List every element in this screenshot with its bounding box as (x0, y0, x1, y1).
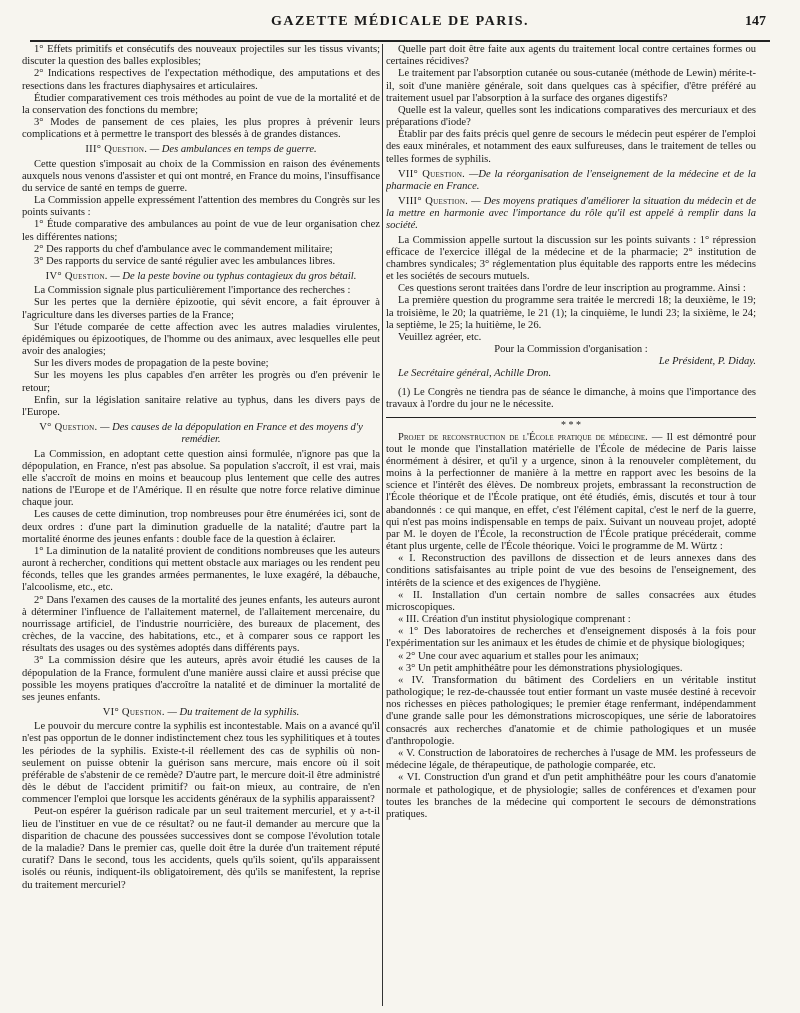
footnote: (1) Le Congrès ne tiendra pas de séance le dimanche, à moins que l'importance des travaux à l'ordre du jour ne le nécessite. (386, 386, 756, 410)
right-column (386, 44, 756, 1006)
signature-secretary: Le Secrétaire général, Achille Dron. (398, 368, 552, 380)
column-rule (382, 44, 383, 1006)
paragraph (386, 432, 756, 554)
paragraph: Quelle est la valeur, quelles sont les indications comparatives des mercuriaux et des préparations d'iode? (386, 104, 756, 129)
question-heading-8 (386, 196, 756, 233)
paragraph: Cette question s'imposait au choix de la Commission en raison des événements auxquels nous venons d'assister et qui ont montré, en France du moins, l'insuffisance du service de santé en temps de guerre. (22, 158, 380, 194)
paragraph: Les causes de cette diminution, trop nombreuses pour être énumérées ici, sont de deux ordres : d'une part la diminution graduelle de la natalité; d'autre part la mortalité énorme des jeunes enfants : double face de la question à éclairer. (22, 509, 380, 545)
question-title: — De la peste bovine ou typhus contagieux du gros bétail. (110, 271, 357, 283)
journal-title: GAZETTE MÉDICALE DE PARIS. (270, 14, 530, 29)
paragraph: Sur l'étude comparée de cette affection avec les autres maladies virulentes, épidémiques ou épizootiques, de l'homme ou des animaux, avec lesquelles elle peut avoir des analogies; (22, 321, 380, 358)
paragraph: La Commission signale plus particulièrement l'importance des recherches : (34, 285, 351, 297)
page-number: 147 (745, 14, 766, 29)
paragraph: Établir par des faits précis quel genre de secours le médecin peut espérer de l'emploi des eaux minérales, et notamment des eaux sulfureuses, dans le traitement de telles ou telles formes de syphilis. (386, 129, 756, 165)
quote-paragraph: « 1° Des laboratoires de recherches et d'enseignement disposés à la fois pour l'expérimentation sur les animaux et les études de chimie et de physique biologiques; (386, 626, 756, 650)
paragraph: 3° La commission désire que les auteurs, après avoir étudié les causes de la dépopulation de la France, formulent d'une manière aussi claire et aussi précise que possible les moyens pratiques d'accroître la natalité et de diminuer la mortalité de ses jeunes enfants. (22, 655, 380, 703)
paragraph: Enfin, sur la législation sanitaire relative au typhus, dans les divers pays de l'Europe. (22, 394, 380, 418)
paragraph: Sur les divers modes de propagation de la peste bovine; (34, 358, 269, 370)
quote-paragraph: « III. Création d'un institut physiologique comprenant : (398, 614, 631, 626)
left-column (22, 44, 380, 1006)
paragraph: Étudier comparativement ces trois méthodes au point de vue de la mortalité et de la conservation des fonctions du membre; (22, 92, 380, 116)
article-body: — Il est démontré pour tout le monde que l'installation matérielle de l'École de médecine de Paris laisse énormément à désirer, et qu'il y a urgence, sinon à la renouveler complètement, du moins à la perfectionner de manière à la mettre en rapport avec les besoins de la science et l'intérêt des élèves. De nombreux projets, embrassant la reconstruction de l'École théorique et de l'École pratique, ont été étudiés, émis, discutés et tour à tour abandonnés : ce qui manque, en effet, c'est l'élément capital, c'est le nerf de la guerre, qui n'est pas moins indispensable en temps de paix. Suivant un nouveau projet, adopté par M. le doyen de l'École, la reconstruction de l'École pratique précéderait, comme étant plus urgente, celle de l'École théorique. Voici le programme de M. Würtz : (386, 431, 756, 553)
paragraph: 1° Étude comparative des ambulances au point de vue de leur organisation chez les différentes nations; (22, 219, 380, 243)
quote-paragraph: « VI. Construction d'un grand et d'un petit amphithéâtre pour les cours d'anatomie normale et pathologique, et de physiologie; salles de conférences et d'examen pour toutes les branches de la médecine qui comportent le secours de démonstrations pratiques. (386, 772, 756, 820)
question-title: — Des moyens pratiques d'améliorer la situation du médecin et de la mettre en harmonie avec l'importance du rôle qu'il est appelé à remplir dans la société. (386, 196, 756, 232)
paragraph: La Commission, en adoptant cette question ainsi formulée, n'ignore pas que la dépopulation, en France, n'est pas absolue. Sa population s'accroît, il est vrai, mais elle s'accroît de moins en moins et beaucoup plus lentement que celle des autres nations de l'Europe et de l'Amérique. Il en résulte que notre force relative diminue chaque jour. (22, 448, 380, 509)
paragraph: Veuillez agréer, etc. (398, 331, 482, 343)
paragraph: 1° La diminution de la natalité provient de conditions nombreuses que les auteurs auront à rechercher, conditions qui mettent obstacle aux mariages ou les rendent peu féconds, telles que les grandes armées permanentes, le luxe exagéré, la débauche, l'alcoolisme, etc., etc. (22, 545, 380, 594)
question-label: VII° Question. (398, 168, 466, 180)
question-title: —De la réorganisation de l'enseignement de la médecine et de la pharmacie en France. (386, 168, 756, 192)
asterism: * * * (561, 419, 581, 431)
paragraph: 2° Indications respectives de l'expectation méthodique, des amputations et des resections dans les fractures diaphysaires et articulaires. (22, 68, 380, 92)
question-heading-4 (22, 271, 380, 283)
quote-paragraph: « I. Reconstruction des pavillons de dissection et de leurs annexes dans des conditions satisfaisantes au triple point de vue des besoins de l'enseignement, des intérêts de la science et des exigences de l'hygiène. (386, 553, 756, 589)
question-label: VI° Question. (102, 707, 165, 719)
paragraph: Sur les pertes que la dernière épizootie, qui sévit encore, a fait éprouver à l'agriculture dans les diverses parties de la France; (22, 297, 380, 321)
paragraph: 1° Effets primitifs et consécutifs des nouveaux projectiles sur les tissus vivants; discuter la question des balles explosibles; (22, 44, 380, 68)
quote-paragraph: « 3° Un petit amphithéâtre pour les démonstrations physiologiques. (398, 662, 683, 674)
paragraph: Sur les moyens les plus capables d'en arrêter les progrès ou d'en prévenir le retour; (22, 370, 380, 394)
question-heading-7 (386, 169, 756, 193)
paragraph: Le traitement par l'absorption cutanée ou sous-cutanée (méthode de Lewin) mérite-t-il, soit d'une manière générale, soit dans quelques cas à spécifier, d'être préféré au traitement usuel par l'absorption à la surface des organes digestifs? (386, 68, 756, 104)
question-heading-5 (22, 422, 380, 446)
paragraph: 3° Des rapports du service de santé régulier avec les ambulances libres. (34, 255, 336, 267)
signature-intro: Pour la Commission d'organisation : (494, 344, 648, 356)
signature-president: Le Président, P. Diday. (658, 356, 756, 368)
paragraph: La Commission appelle expressément l'attention des membres du Congrès sur les points suivants : (22, 195, 380, 219)
paragraph: Quelle part doit être faite aux agents du traitement local contre certaines formes ou certaines récidives? (386, 44, 756, 68)
question-title: — Des causes de la dépopulation en France et des moyens d'y remédier. (100, 422, 363, 446)
question-title: — Du traitement de la syphilis. (167, 707, 300, 719)
question-title: — Des ambulances en temps de guerre. (149, 144, 317, 156)
question-label: IV° Question. (45, 271, 108, 283)
section-divider (386, 417, 756, 418)
quote-paragraph: « IV. Transformation du bâtiment des Cordeliers en un véritable institut pathologique; le rez-de-chaussée tout entier formant un vaste musée destiné à recevoir nos richesses en pièces pathologiques; le premier étage renfermant, indépendamment d'une grande salle pour les démonstrations microscopiques, une série de laboratoires consacrés aux recherches d'anatomie et de chimie pathologiques et un musée d'anthropologie. (386, 674, 756, 747)
question-heading-3 (22, 144, 380, 156)
quote-paragraph: « 2° Une cour avec aquarium et stalles pour les animaux; (398, 650, 639, 662)
paragraph: La première question du programme sera traitée le mercredi 18; la deuxième, le 19; la troisième, le 20; la quatrième, le 21 (1); la cinquième, le lundi 23; la sixième, le 24; la septième, le 25; la huitième, le 26. (386, 295, 756, 331)
paragraph: Ces questions seront traitées dans l'ordre de leur inscription au programme. Ainsi : (398, 283, 746, 295)
paragraph: Le pouvoir du mercure contre la syphilis est incontestable. Mais on a avancé qu'il n'est pas opportun de le donner indistinctement chez tous les syphilitiques et à toutes les périodes de la syphilis. Existe-t-il réellement des cas de syphilis où non-seulement on puisse obtenir la guérison sans mercure, mais encore où il soit préférable de s'abstenir de ce remède? D'autre part, le mercure doit-il être administré dès le début de l'accident primitif? ou fait-on mieux, au contraire, de n'en commencer l'emploi que lorsque les accidents généraux de la syphilis apparaissent? (22, 721, 380, 806)
paragraph: 2° Dans l'examen des causes de la mortalité des jeunes enfants, les auteurs auront à déterminer l'influence de l'allaitement maternel, de l'allaitement mercenaire, du nourrissage artificiel, de l'industrie nourricière, des bureaux de placement, des crèches, de la vaccine, des habitations, etc., et à comparer sous ce rapport les résultats des usages ou des systèmes adoptés dans différents pays. (22, 594, 380, 655)
quote-paragraph: « V. Construction de laboratoires de recherches à l'usage de MM. les professeurs de médecine légale, de thérapeutique, de pathologie comparée, etc. (386, 748, 756, 772)
question-label: V° Question. (39, 422, 98, 434)
question-label: VIII° Question. (398, 196, 469, 208)
page-header (30, 14, 770, 42)
paragraph: 3° Modes de pansement de ces plaies, les plus propres à prévenir leurs complications et à permettre le transport des blessés à de grandes distances. (22, 117, 380, 141)
paragraph: Peut-on espérer la guérison radicale par un seul traitement mercuriel, et y a-t-il lieu de l'instituer en vue de ce résultat? ou ne faut-il demander au mercure que la disparition de chacune des poussées successives dont se compose l'évolution totale de la maladie? Dans le premier cas, quelle doit être la durée d'un traitement réputé curatif? Dans le second, tous les accidents, quels qu'ils soient, qu'ils apparaissent isolés ou réunis, indiquent-ils obligatoirement, dès qu'ils se manifestent, la reprise du traitement mercuriel? (22, 806, 380, 891)
paragraph: 2° Des rapports du chef d'ambulance avec le commandement militaire; (34, 243, 333, 255)
article-title: Projet de reconstruction de l'École pratique de médecine. (398, 431, 648, 443)
quote-paragraph: « II. Installation d'un certain nombre de salles consacrées aux études microscopiques. (386, 589, 756, 613)
question-label: III° Question. (85, 144, 148, 156)
paragraph: La Commission appelle surtout la discussion sur les points suivants : 1° répression efficace de l'exercice illégal de la médecine et de la pharmacie; 2° institution de chambres syndicales; 3° réglementation plus équitable des rapports entre les médecins et les sociétés de secours mutuels. (386, 234, 756, 283)
question-heading-6 (22, 707, 380, 719)
